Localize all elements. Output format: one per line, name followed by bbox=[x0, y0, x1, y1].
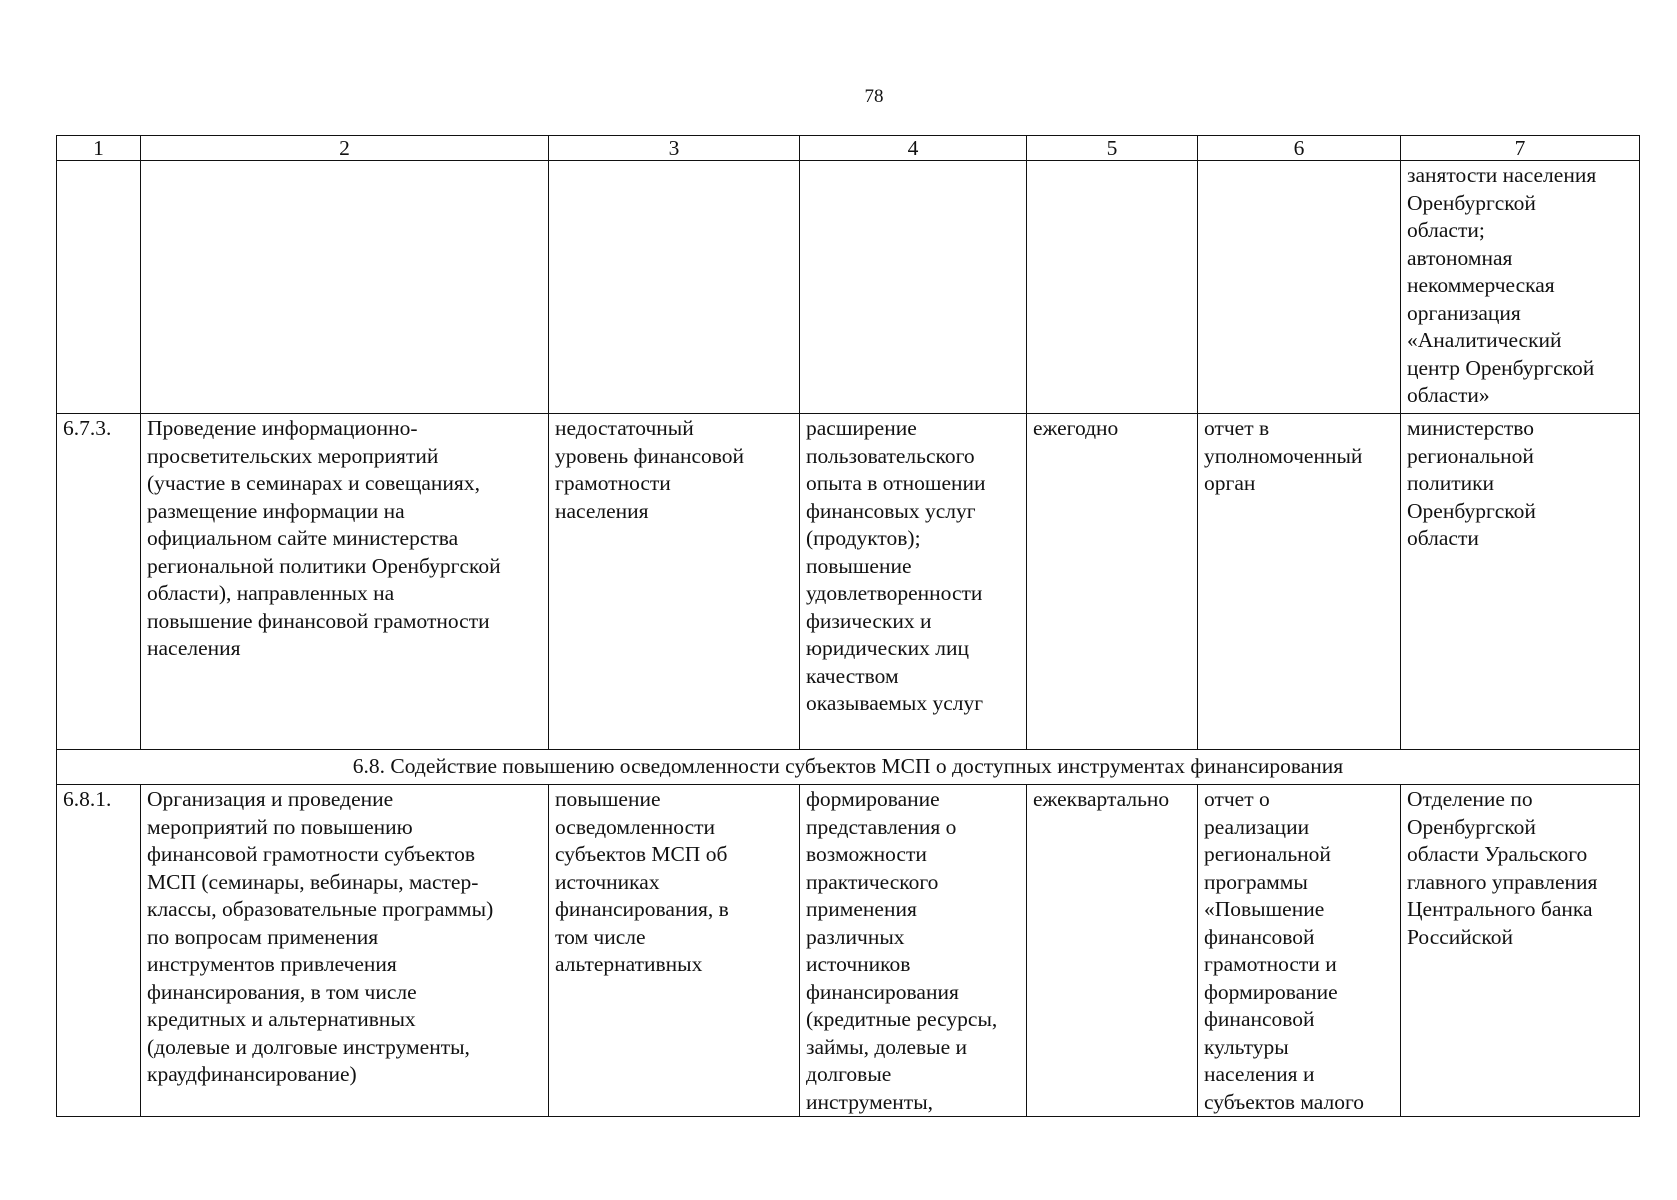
cell-result: формирование представления о возможности практического применения различных источников финансирования (кредитные ресурсы, займы, долевые и долговые инструменты, bbox=[800, 785, 1027, 1117]
column-header-4: 4 bbox=[800, 136, 1027, 161]
cell-period: ежегодно bbox=[1027, 414, 1198, 750]
cell-measure: Проведение информационно- просветительских мероприятий (участие в семинарах и совещаниях, размещение информации на официальном сайте министерства региональной политики Оренбургской области), направленных на повышение финансовой грамотности населения bbox=[141, 414, 549, 750]
section-row bbox=[57, 750, 1640, 785]
cell-report: отчет о реализации региональной программы «Повышение финансовой грамотности и формирование финансовой культуры населения и субъектов малого bbox=[1198, 785, 1401, 1117]
measures-table bbox=[56, 135, 1640, 1117]
cell-period: ежеквартально bbox=[1027, 785, 1198, 1117]
cell-executor: министерство региональной политики Оренбургской области bbox=[1401, 414, 1640, 750]
cell-executor: занятости населения Оренбургской области; автономная некоммерческая организация «Аналитический центр Оренбургской области» bbox=[1401, 161, 1640, 414]
column-header-7: 7 bbox=[1401, 136, 1640, 161]
column-header-6: 6 bbox=[1198, 136, 1401, 161]
column-header-1: 1 bbox=[57, 136, 141, 161]
table-row bbox=[57, 161, 1640, 414]
column-header-3: 3 bbox=[549, 136, 800, 161]
table-row bbox=[57, 414, 1640, 750]
cell-number bbox=[57, 161, 141, 414]
cell-result bbox=[800, 161, 1027, 414]
cell-measure: Организация и проведение мероприятий по повышению финансовой грамотности субъектов МСП (семинары, вебинары, мастер- классы, образовательные программы) по вопросам применения инструментов привлечения финансирования, в том числе кредитных и альтернативных (долевые и долговые инструменты, краудфинансирование) bbox=[141, 785, 549, 1117]
cell-executor: Отделение по Оренбургской области Уральского главного управления Центрального банка Российской bbox=[1401, 785, 1640, 1117]
cell-problem bbox=[549, 161, 800, 414]
page-number: 78 bbox=[864, 86, 884, 107]
cell-problem: недостаточный уровень финансовой грамотности населения bbox=[549, 414, 800, 750]
cell-period bbox=[1027, 161, 1198, 414]
cell-report bbox=[1198, 161, 1401, 414]
cell-number: 6.7.3. bbox=[57, 414, 141, 750]
cell-number: 6.8.1. bbox=[57, 785, 141, 1117]
column-header-2: 2 bbox=[141, 136, 549, 161]
cell-report: отчет в уполномоченный орган bbox=[1198, 414, 1401, 750]
cell-problem: повышение осведомленности субъектов МСП об источниках финансирования, в том числе альтернативных bbox=[549, 785, 800, 1117]
cell-measure bbox=[141, 161, 549, 414]
table-header-row bbox=[57, 136, 1640, 161]
column-header-5: 5 bbox=[1027, 136, 1198, 161]
section-title: 6.8. Содействие повышению осведомленности субъектов МСП о доступных инструментах финансирования bbox=[57, 750, 1640, 785]
table-row bbox=[57, 785, 1640, 1117]
cell-result: расширение пользовательского опыта в отношении финансовых услуг (продуктов); повышение удовлетворенности физических и юридических лиц качеством оказываемых услуг bbox=[800, 414, 1027, 750]
